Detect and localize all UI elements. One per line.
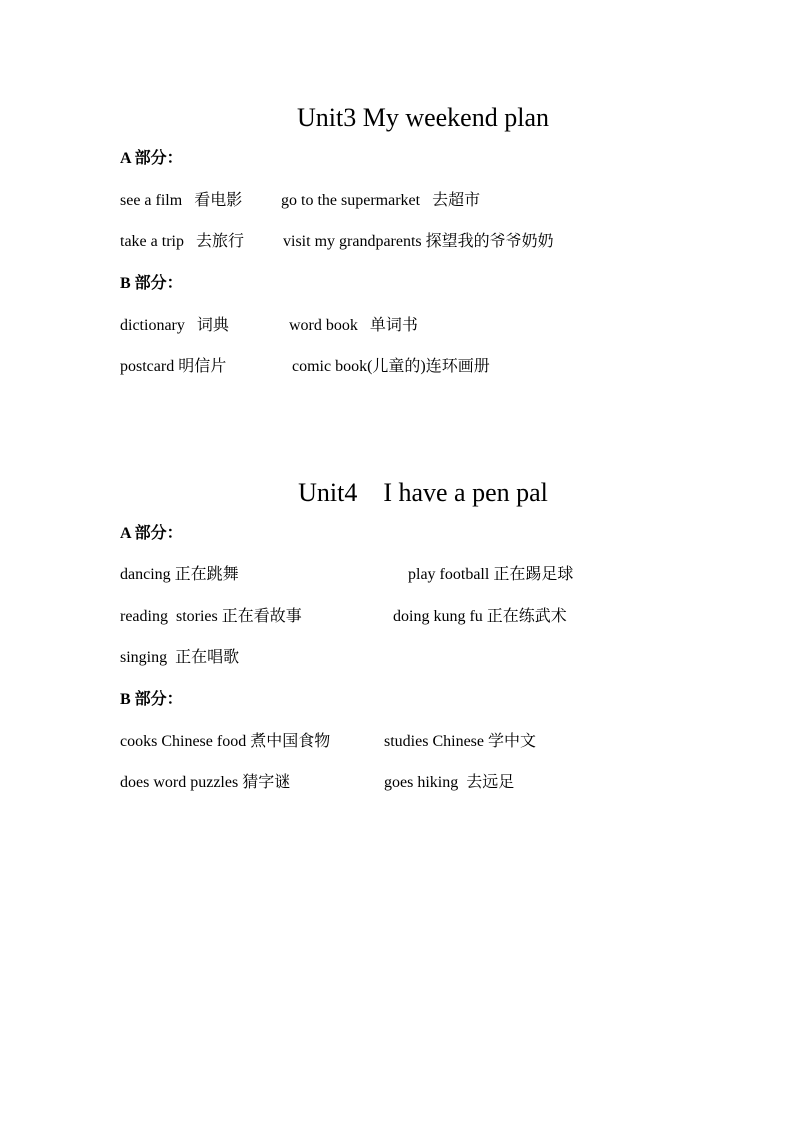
vocab-entry: does word puzzles 猜字谜 xyxy=(120,774,291,791)
vocab-entry: play football 正在踢足球 xyxy=(408,566,574,583)
vocab-entry: go to the supermarket 去超市 xyxy=(281,192,481,209)
vocab-entry: singing 正在唱歌 xyxy=(120,649,240,666)
vocab-entry: take a trip 去旅行 xyxy=(120,233,244,250)
unit3-title: Unit3 My weekend plan xyxy=(296,103,549,132)
vocab-entry: studies Chinese 学中文 xyxy=(384,733,536,750)
vocab-entry: visit my grandparents 探望我的爷爷奶奶 xyxy=(283,233,554,250)
unit4-section-b-label: B 部分： xyxy=(120,691,183,708)
unit3-section-a-label: A 部分： xyxy=(120,150,183,167)
vocab-entry: cooks Chinese food 煮中国食物 xyxy=(120,733,331,750)
vocab-entry: goes hiking 去远足 xyxy=(384,774,515,791)
vocab-entry: dictionary 词典 xyxy=(120,317,229,334)
vocab-entry: see a film 看电影 xyxy=(120,192,243,209)
vocab-entry: comic book(儿童的)连环画册 xyxy=(292,358,490,375)
vocab-entry: reading stories 正在看故事 xyxy=(120,608,302,625)
unit4-title: Unit4 I have a pen pal xyxy=(298,478,548,507)
vocab-entry: doing kung fu 正在练武术 xyxy=(393,608,567,625)
unit4-section-a-label: A 部分： xyxy=(120,525,183,542)
vocab-entry: dancing 正在跳舞 xyxy=(120,566,239,583)
vocab-entry: postcard 明信片 xyxy=(120,358,227,375)
vocab-entry: word book 单词书 xyxy=(289,317,418,334)
unit3-section-b-label: B 部分： xyxy=(120,275,183,292)
